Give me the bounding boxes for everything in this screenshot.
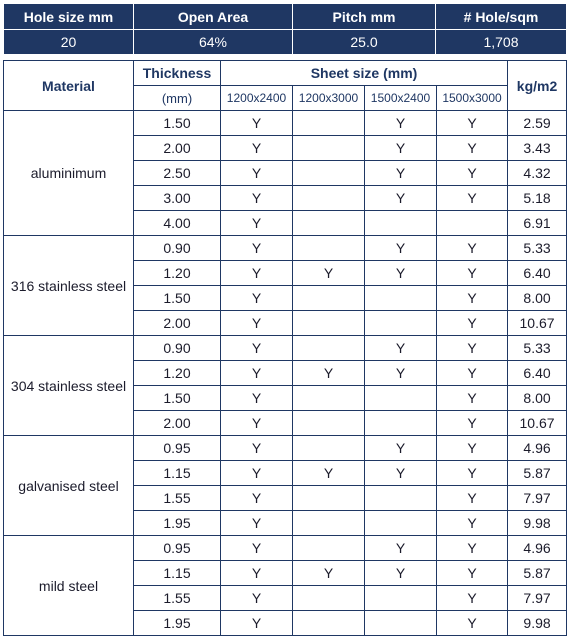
material-cell: aluminimum — [4, 111, 134, 236]
open-area-header: Open Area — [134, 4, 293, 30]
weight-cell: 6.40 — [508, 361, 567, 386]
weight-cell: 9.98 — [508, 511, 567, 536]
availability-1500x2400-cell — [365, 486, 437, 511]
size-1500x2400-header: 1500x2400 — [365, 86, 437, 111]
hole-size-value: 20 — [4, 30, 134, 55]
availability-1200x2400-cell: Y — [221, 336, 293, 361]
availability-1500x2400-cell: Y — [365, 161, 437, 186]
thickness-cell: 1.15 — [134, 461, 221, 486]
weight-cell: 10.67 — [508, 411, 567, 436]
availability-1500x3000-cell: Y — [437, 261, 508, 286]
availability-1200x2400-cell: Y — [221, 611, 293, 636]
availability-1200x3000-cell — [293, 611, 365, 636]
weight-cell: 9.98 — [508, 611, 567, 636]
availability-1200x3000-cell — [293, 386, 365, 411]
weight-cell: 4.96 — [508, 536, 567, 561]
thickness-cell: 1.20 — [134, 261, 221, 286]
thickness-cell: 1.15 — [134, 561, 221, 586]
availability-1500x3000-cell: Y — [437, 586, 508, 611]
thickness-cell: 1.50 — [134, 386, 221, 411]
availability-1200x2400-cell: Y — [221, 311, 293, 336]
availability-1200x3000-cell — [293, 536, 365, 561]
summary-value-row — [4, 30, 567, 55]
availability-1200x3000-cell — [293, 136, 365, 161]
availability-1500x3000-cell: Y — [437, 486, 508, 511]
availability-1500x3000-cell: Y — [437, 411, 508, 436]
thickness-cell: 2.50 — [134, 161, 221, 186]
availability-1200x2400-cell: Y — [221, 486, 293, 511]
weight-cell: 8.00 — [508, 386, 567, 411]
availability-1200x3000-cell — [293, 186, 365, 211]
material-cell: galvanised steel — [4, 436, 134, 536]
thickness-cell: 0.95 — [134, 536, 221, 561]
availability-1500x2400-cell — [365, 211, 437, 236]
availability-1200x2400-cell: Y — [221, 236, 293, 261]
weight-cell: 5.87 — [508, 461, 567, 486]
open-area-value: 64% — [134, 30, 293, 55]
availability-1200x2400-cell: Y — [221, 461, 293, 486]
availability-1200x3000-cell: Y — [293, 561, 365, 586]
availability-1500x2400-cell: Y — [365, 111, 437, 136]
holes-per-sqm-value: 1,708 — [436, 30, 567, 55]
availability-1200x3000-cell — [293, 161, 365, 186]
availability-1200x3000-cell — [293, 236, 365, 261]
thickness-header: Thickness — [134, 61, 221, 86]
availability-1500x3000-cell: Y — [437, 161, 508, 186]
availability-1200x2400-cell: Y — [221, 511, 293, 536]
weight-cell: 2.59 — [508, 111, 567, 136]
spec-header-row — [4, 61, 567, 86]
thickness-cell: 1.95 — [134, 611, 221, 636]
availability-1500x3000-cell: Y — [437, 111, 508, 136]
weight-cell: 4.32 — [508, 161, 567, 186]
availability-1500x2400-cell: Y — [365, 236, 437, 261]
thickness-cell: 0.90 — [134, 236, 221, 261]
weight-cell: 5.33 — [508, 236, 567, 261]
availability-1200x3000-cell — [293, 311, 365, 336]
weight-cell: 7.97 — [508, 486, 567, 511]
pitch-header: Pitch mm — [293, 4, 436, 30]
material-header: Material — [4, 61, 134, 111]
table-row — [4, 536, 567, 561]
availability-1200x3000-cell — [293, 111, 365, 136]
availability-1200x3000-cell — [293, 336, 365, 361]
availability-1500x3000-cell: Y — [437, 136, 508, 161]
size-1200x3000-header: 1200x3000 — [293, 86, 365, 111]
availability-1500x2400-cell: Y — [365, 361, 437, 386]
availability-1200x2400-cell: Y — [221, 136, 293, 161]
thickness-cell: 4.00 — [134, 211, 221, 236]
availability-1500x3000-cell: Y — [437, 186, 508, 211]
availability-1500x2400-cell: Y — [365, 336, 437, 361]
availability-1500x3000-cell: Y — [437, 461, 508, 486]
availability-1200x3000-cell — [293, 586, 365, 611]
material-cell: 304 stainless steel — [4, 336, 134, 436]
availability-1200x3000-cell: Y — [293, 261, 365, 286]
availability-1200x2400-cell: Y — [221, 561, 293, 586]
thickness-cell: 1.50 — [134, 286, 221, 311]
availability-1500x3000-cell — [437, 211, 508, 236]
availability-1500x2400-cell — [365, 311, 437, 336]
material-cell: 316 stainless steel — [4, 236, 134, 336]
availability-1500x3000-cell: Y — [437, 511, 508, 536]
availability-1500x2400-cell — [365, 286, 437, 311]
availability-1500x2400-cell — [365, 386, 437, 411]
availability-1200x3000-cell — [293, 436, 365, 461]
thickness-cell: 1.50 — [134, 111, 221, 136]
thickness-cell: 0.90 — [134, 336, 221, 361]
weight-cell: 7.97 — [508, 586, 567, 611]
thickness-cell: 2.00 — [134, 311, 221, 336]
thickness-cell: 0.95 — [134, 436, 221, 461]
availability-1200x2400-cell: Y — [221, 161, 293, 186]
weight-cell: 6.91 — [508, 211, 567, 236]
sheet-size-header: Sheet size (mm) — [221, 61, 508, 86]
summary-header-row — [4, 4, 567, 30]
weight-header: kg/m2 — [508, 61, 567, 111]
pitch-value: 25.0 — [293, 30, 436, 55]
material-cell: mild steel — [4, 536, 134, 636]
size-1500x3000-header: 1500x3000 — [437, 86, 508, 111]
availability-1200x2400-cell: Y — [221, 386, 293, 411]
availability-1200x3000-cell — [293, 511, 365, 536]
availability-1200x3000-cell: Y — [293, 361, 365, 386]
availability-1500x3000-cell: Y — [437, 561, 508, 586]
thickness-cell: 1.95 — [134, 511, 221, 536]
thickness-cell: 1.55 — [134, 486, 221, 511]
availability-1500x3000-cell: Y — [437, 361, 508, 386]
availability-1200x2400-cell: Y — [221, 261, 293, 286]
availability-1500x2400-cell: Y — [365, 261, 437, 286]
availability-1200x2400-cell: Y — [221, 536, 293, 561]
weight-cell: 6.40 — [508, 261, 567, 286]
availability-1500x2400-cell: Y — [365, 136, 437, 161]
availability-1200x3000-cell — [293, 486, 365, 511]
availability-1500x3000-cell: Y — [437, 436, 508, 461]
spec-table — [3, 60, 567, 636]
thickness-unit: (mm) — [134, 86, 221, 111]
table-row — [4, 436, 567, 461]
table-row — [4, 336, 567, 361]
availability-1500x3000-cell: Y — [437, 386, 508, 411]
weight-cell: 5.87 — [508, 561, 567, 586]
weight-cell: 10.67 — [508, 311, 567, 336]
availability-1500x2400-cell: Y — [365, 436, 437, 461]
availability-1500x2400-cell: Y — [365, 186, 437, 211]
availability-1200x3000-cell — [293, 411, 365, 436]
thickness-cell: 3.00 — [134, 186, 221, 211]
availability-1200x2400-cell: Y — [221, 411, 293, 436]
availability-1500x2400-cell — [365, 511, 437, 536]
hole-size-header: Hole size mm — [4, 4, 134, 30]
weight-cell: 3.43 — [508, 136, 567, 161]
summary-table — [3, 3, 567, 55]
weight-cell: 5.18 — [508, 186, 567, 211]
table-row — [4, 111, 567, 136]
availability-1500x2400-cell: Y — [365, 536, 437, 561]
availability-1500x3000-cell: Y — [437, 536, 508, 561]
availability-1200x2400-cell: Y — [221, 111, 293, 136]
availability-1200x2400-cell: Y — [221, 436, 293, 461]
thickness-cell: 1.55 — [134, 586, 221, 611]
availability-1500x3000-cell: Y — [437, 286, 508, 311]
availability-1200x2400-cell: Y — [221, 361, 293, 386]
availability-1200x2400-cell: Y — [221, 186, 293, 211]
availability-1500x3000-cell: Y — [437, 336, 508, 361]
table-row — [4, 236, 567, 261]
availability-1200x2400-cell: Y — [221, 286, 293, 311]
thickness-cell: 2.00 — [134, 411, 221, 436]
weight-cell: 8.00 — [508, 286, 567, 311]
availability-1500x2400-cell — [365, 586, 437, 611]
size-1200x2400-header: 1200x2400 — [221, 86, 293, 111]
weight-cell: 5.33 — [508, 336, 567, 361]
weight-cell: 4.96 — [508, 436, 567, 461]
thickness-cell: 2.00 — [134, 136, 221, 161]
availability-1500x3000-cell: Y — [437, 236, 508, 261]
holes-per-sqm-header: # Hole/sqm — [436, 4, 567, 30]
availability-1500x3000-cell: Y — [437, 311, 508, 336]
availability-1500x2400-cell: Y — [365, 461, 437, 486]
availability-1500x2400-cell: Y — [365, 561, 437, 586]
availability-1200x2400-cell: Y — [221, 586, 293, 611]
availability-1200x3000-cell — [293, 286, 365, 311]
availability-1500x2400-cell — [365, 611, 437, 636]
availability-1500x2400-cell — [365, 411, 437, 436]
availability-1200x2400-cell: Y — [221, 211, 293, 236]
thickness-cell: 1.20 — [134, 361, 221, 386]
availability-1500x3000-cell: Y — [437, 611, 508, 636]
availability-1200x3000-cell — [293, 211, 365, 236]
availability-1200x3000-cell: Y — [293, 461, 365, 486]
